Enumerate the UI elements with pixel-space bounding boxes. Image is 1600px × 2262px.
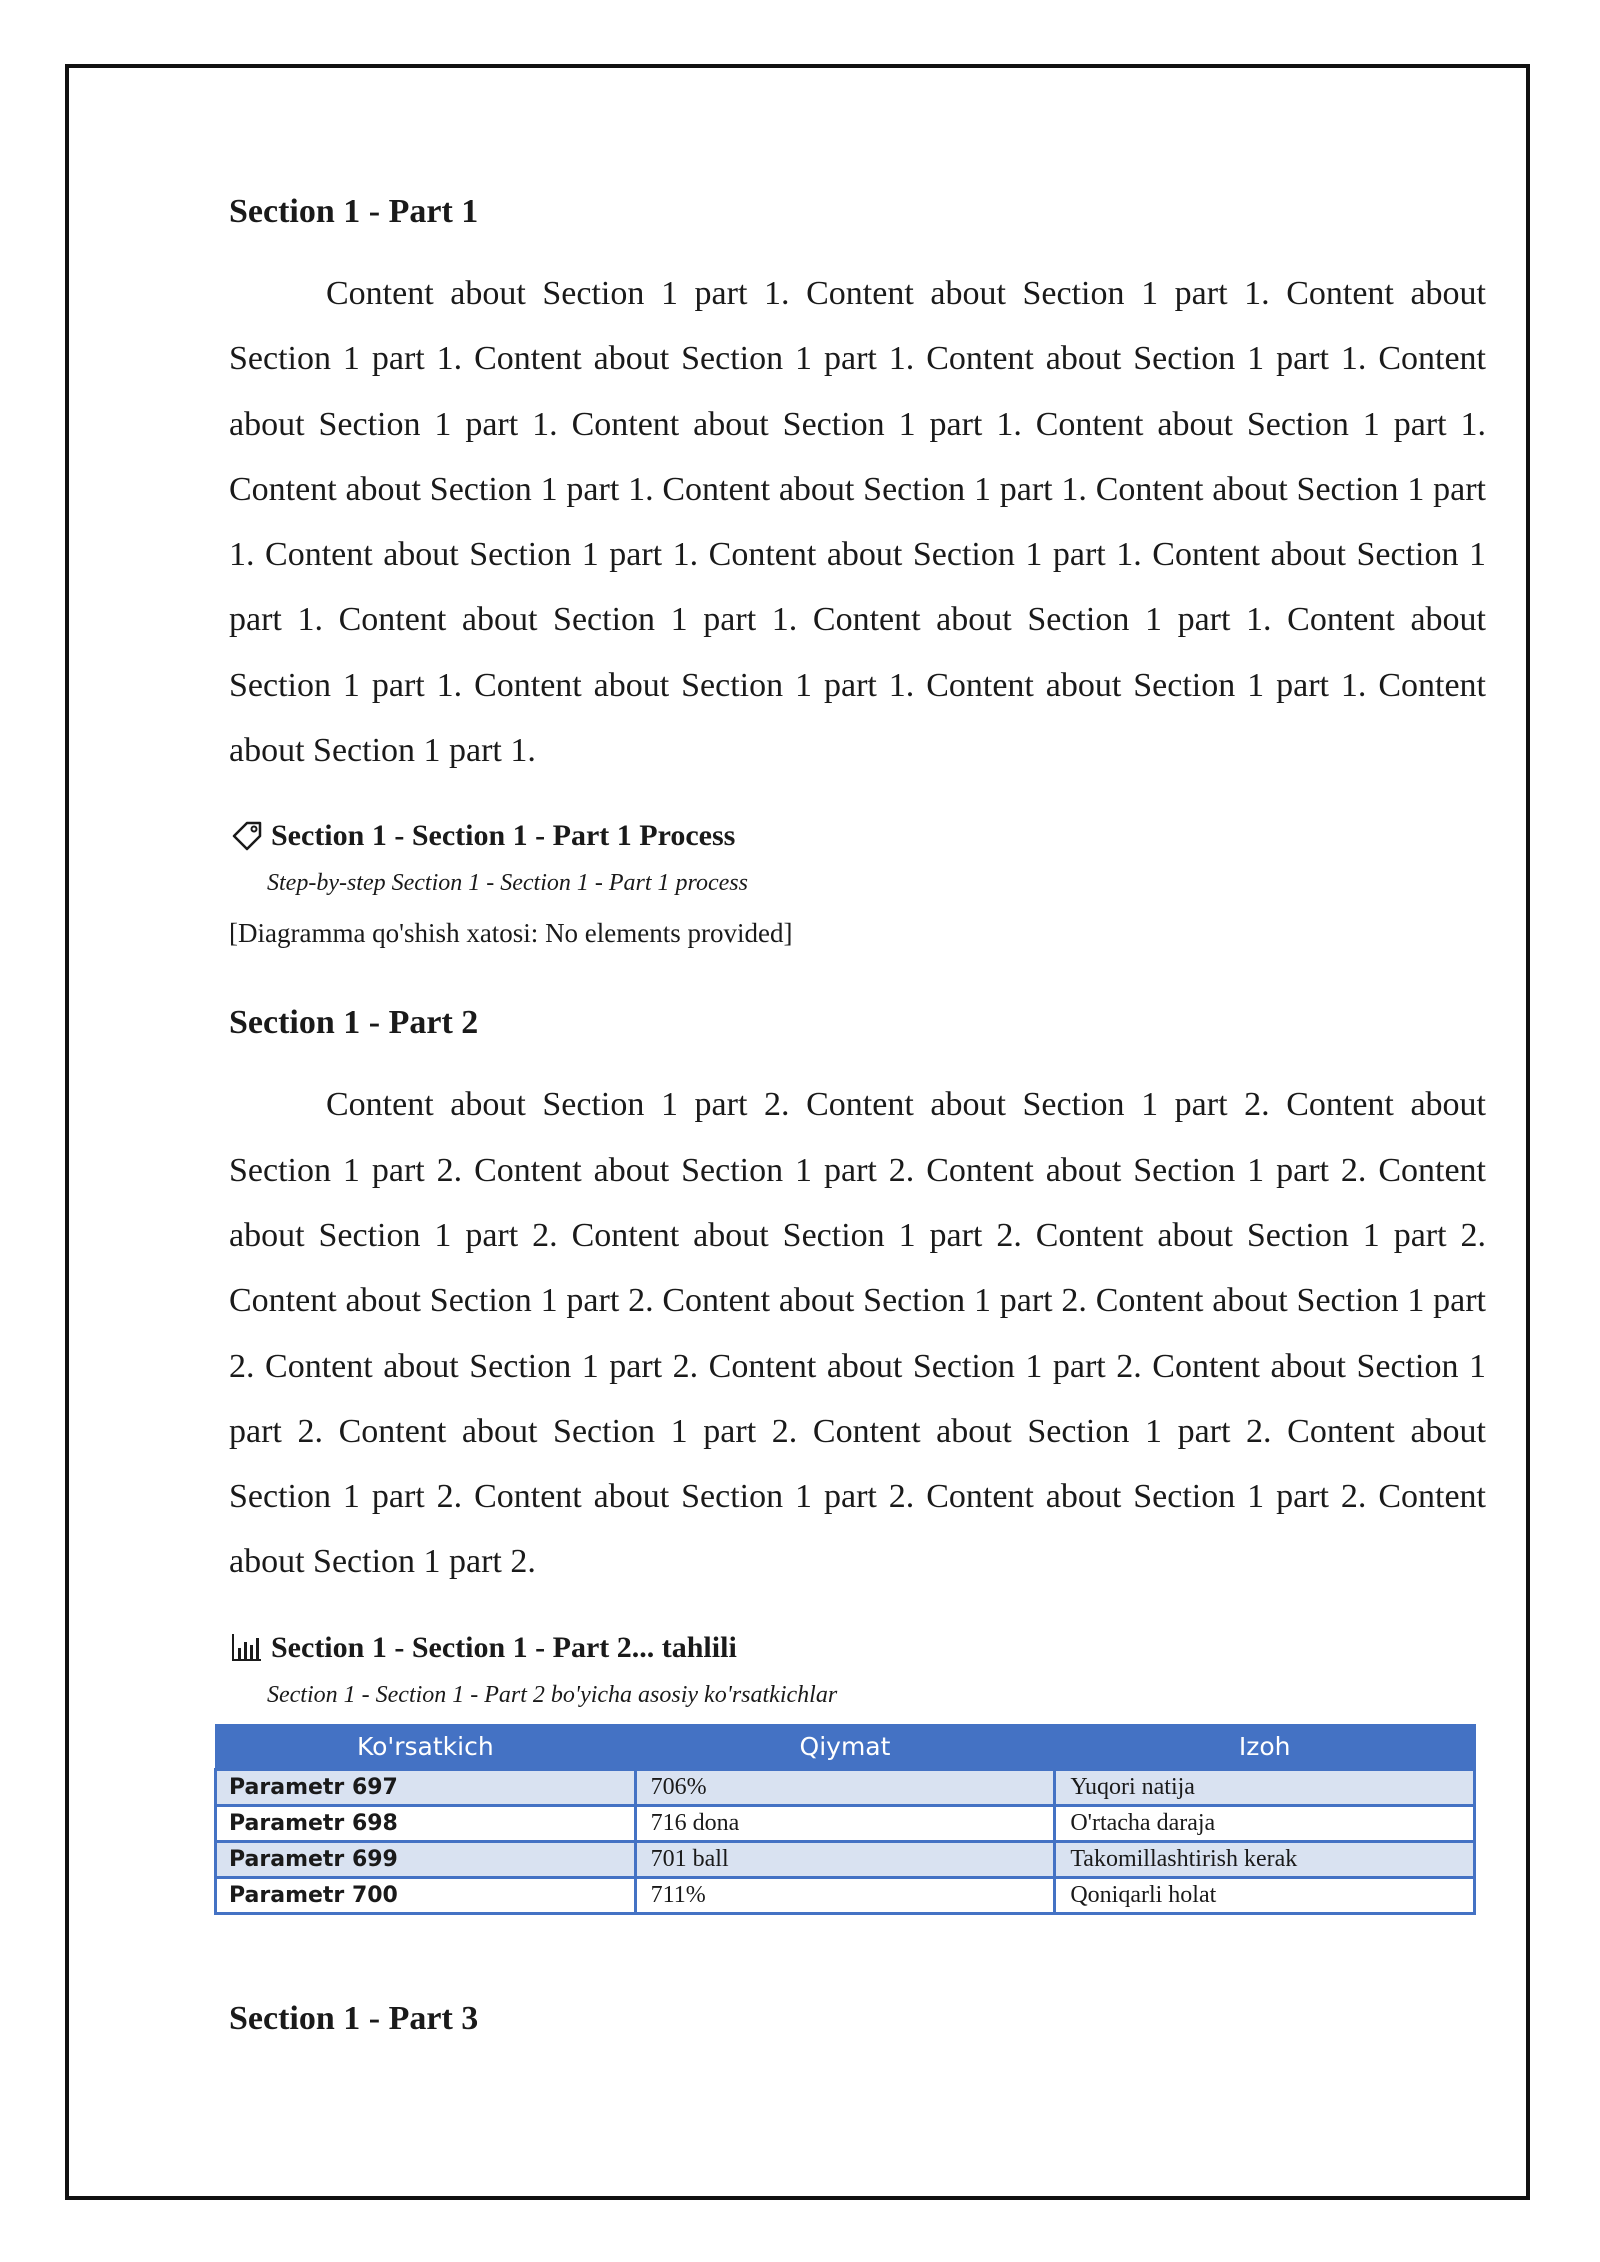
table-cell: 716 dona [635, 1805, 1055, 1841]
section-heading: Section 1 - Part 1 [229, 193, 479, 230]
figure-heading [229, 816, 1486, 856]
table-cell: 711% [635, 1877, 1055, 1913]
section-heading: Section 1 - Part 3 [229, 1999, 479, 2037]
figure-title: Section 1 - Section 1 - Part 2... tahlili [271, 1630, 737, 1664]
table-cell: Qoniqarli holat [1055, 1877, 1475, 1913]
figure-block [229, 816, 1486, 953]
table-cell: Parametr 698 [216, 1805, 636, 1841]
section-paragraph: Content about Section 1 part 2. Content about Section 1 part 2. Content about Section 1 part 2. Content about Section 1 part 2. Content about Section 1 part 2. Content about Section 1 part 2. Content about Section 1 part 2. Content about Section 1 part 2. Content about Section 1 part 2. Content about Section 1 part 2. Content about Section 1 part 2. Content about Section 1 part 2. Content about Section 1 part 2. Content about Section 1 part 2. Content about Section 1 part 2. Content about Section 1 part 2. Content about Section 1 part 2. Content about Section 1 part 2. Content about Section 1 part 2. Content about Section 1 part 2. [229, 1086, 1486, 1581]
table-cell: 706% [635, 1769, 1055, 1805]
table-cell: 701 ball [635, 1841, 1055, 1877]
section-heading: Section 1 - Part 2 [229, 1004, 479, 1042]
bar-chart-icon [229, 1630, 265, 1666]
column-header: Ko'rsatkich [216, 1725, 636, 1770]
figure-block [229, 1628, 1486, 1915]
document-body [229, 190, 1486, 2041]
column-header: Izoh [1055, 1725, 1475, 1770]
table-header-row [216, 1725, 1475, 1770]
table-cell: Parametr 697 [216, 1769, 636, 1805]
table-row [216, 1877, 1475, 1913]
table-cell: Yuqori natija [1055, 1769, 1475, 1805]
figure-heading [229, 1628, 1486, 1668]
table-row [216, 1805, 1475, 1841]
metrics-table [214, 1724, 1476, 1915]
table-cell: Parametr 700 [216, 1877, 636, 1913]
diagram-error-note: [Diagramma qo'shish xatosi: No elements provided] [229, 918, 793, 949]
figure-caption: Step-by-step Section 1 - Section 1 - Part 1 process [267, 870, 748, 897]
table-cell: Takomillashtirish kerak [1055, 1841, 1475, 1877]
table-row [216, 1769, 1475, 1805]
section-paragraph: Content about Section 1 part 1. Content about Section 1 part 1. Content about Section 1 part 1. Content about Section 1 part 1. Content about Section 1 part 1. Content about Section 1 part 1. Content about Section 1 part 1. Content about Section 1 part 1. Content about Section 1 part 1. Content about Section 1 part 1. Content about Section 1 part 1. Content about Section 1 part 1. Content about Section 1 part 1. Content about Section 1 part 1. Content about Section 1 part 1. Content about Section 1 part 1. Content about Section 1 part 1. Content about Section 1 part 1. Content about Section 1 part 1. Content about Section 1 part 1. [229, 275, 1486, 770]
figure-caption: Section 1 - Section 1 - Part 2 bo'yicha asosiy ko'rsatkichlar [267, 1681, 838, 1708]
tag-icon [229, 818, 265, 854]
table-cell: Parametr 699 [216, 1841, 636, 1877]
figure-title: Section 1 - Section 1 - Part 1 Process [271, 819, 736, 853]
table-cell: O'rtacha daraja [1055, 1805, 1475, 1841]
column-header: Qiymat [635, 1725, 1055, 1770]
table-row [216, 1841, 1475, 1877]
